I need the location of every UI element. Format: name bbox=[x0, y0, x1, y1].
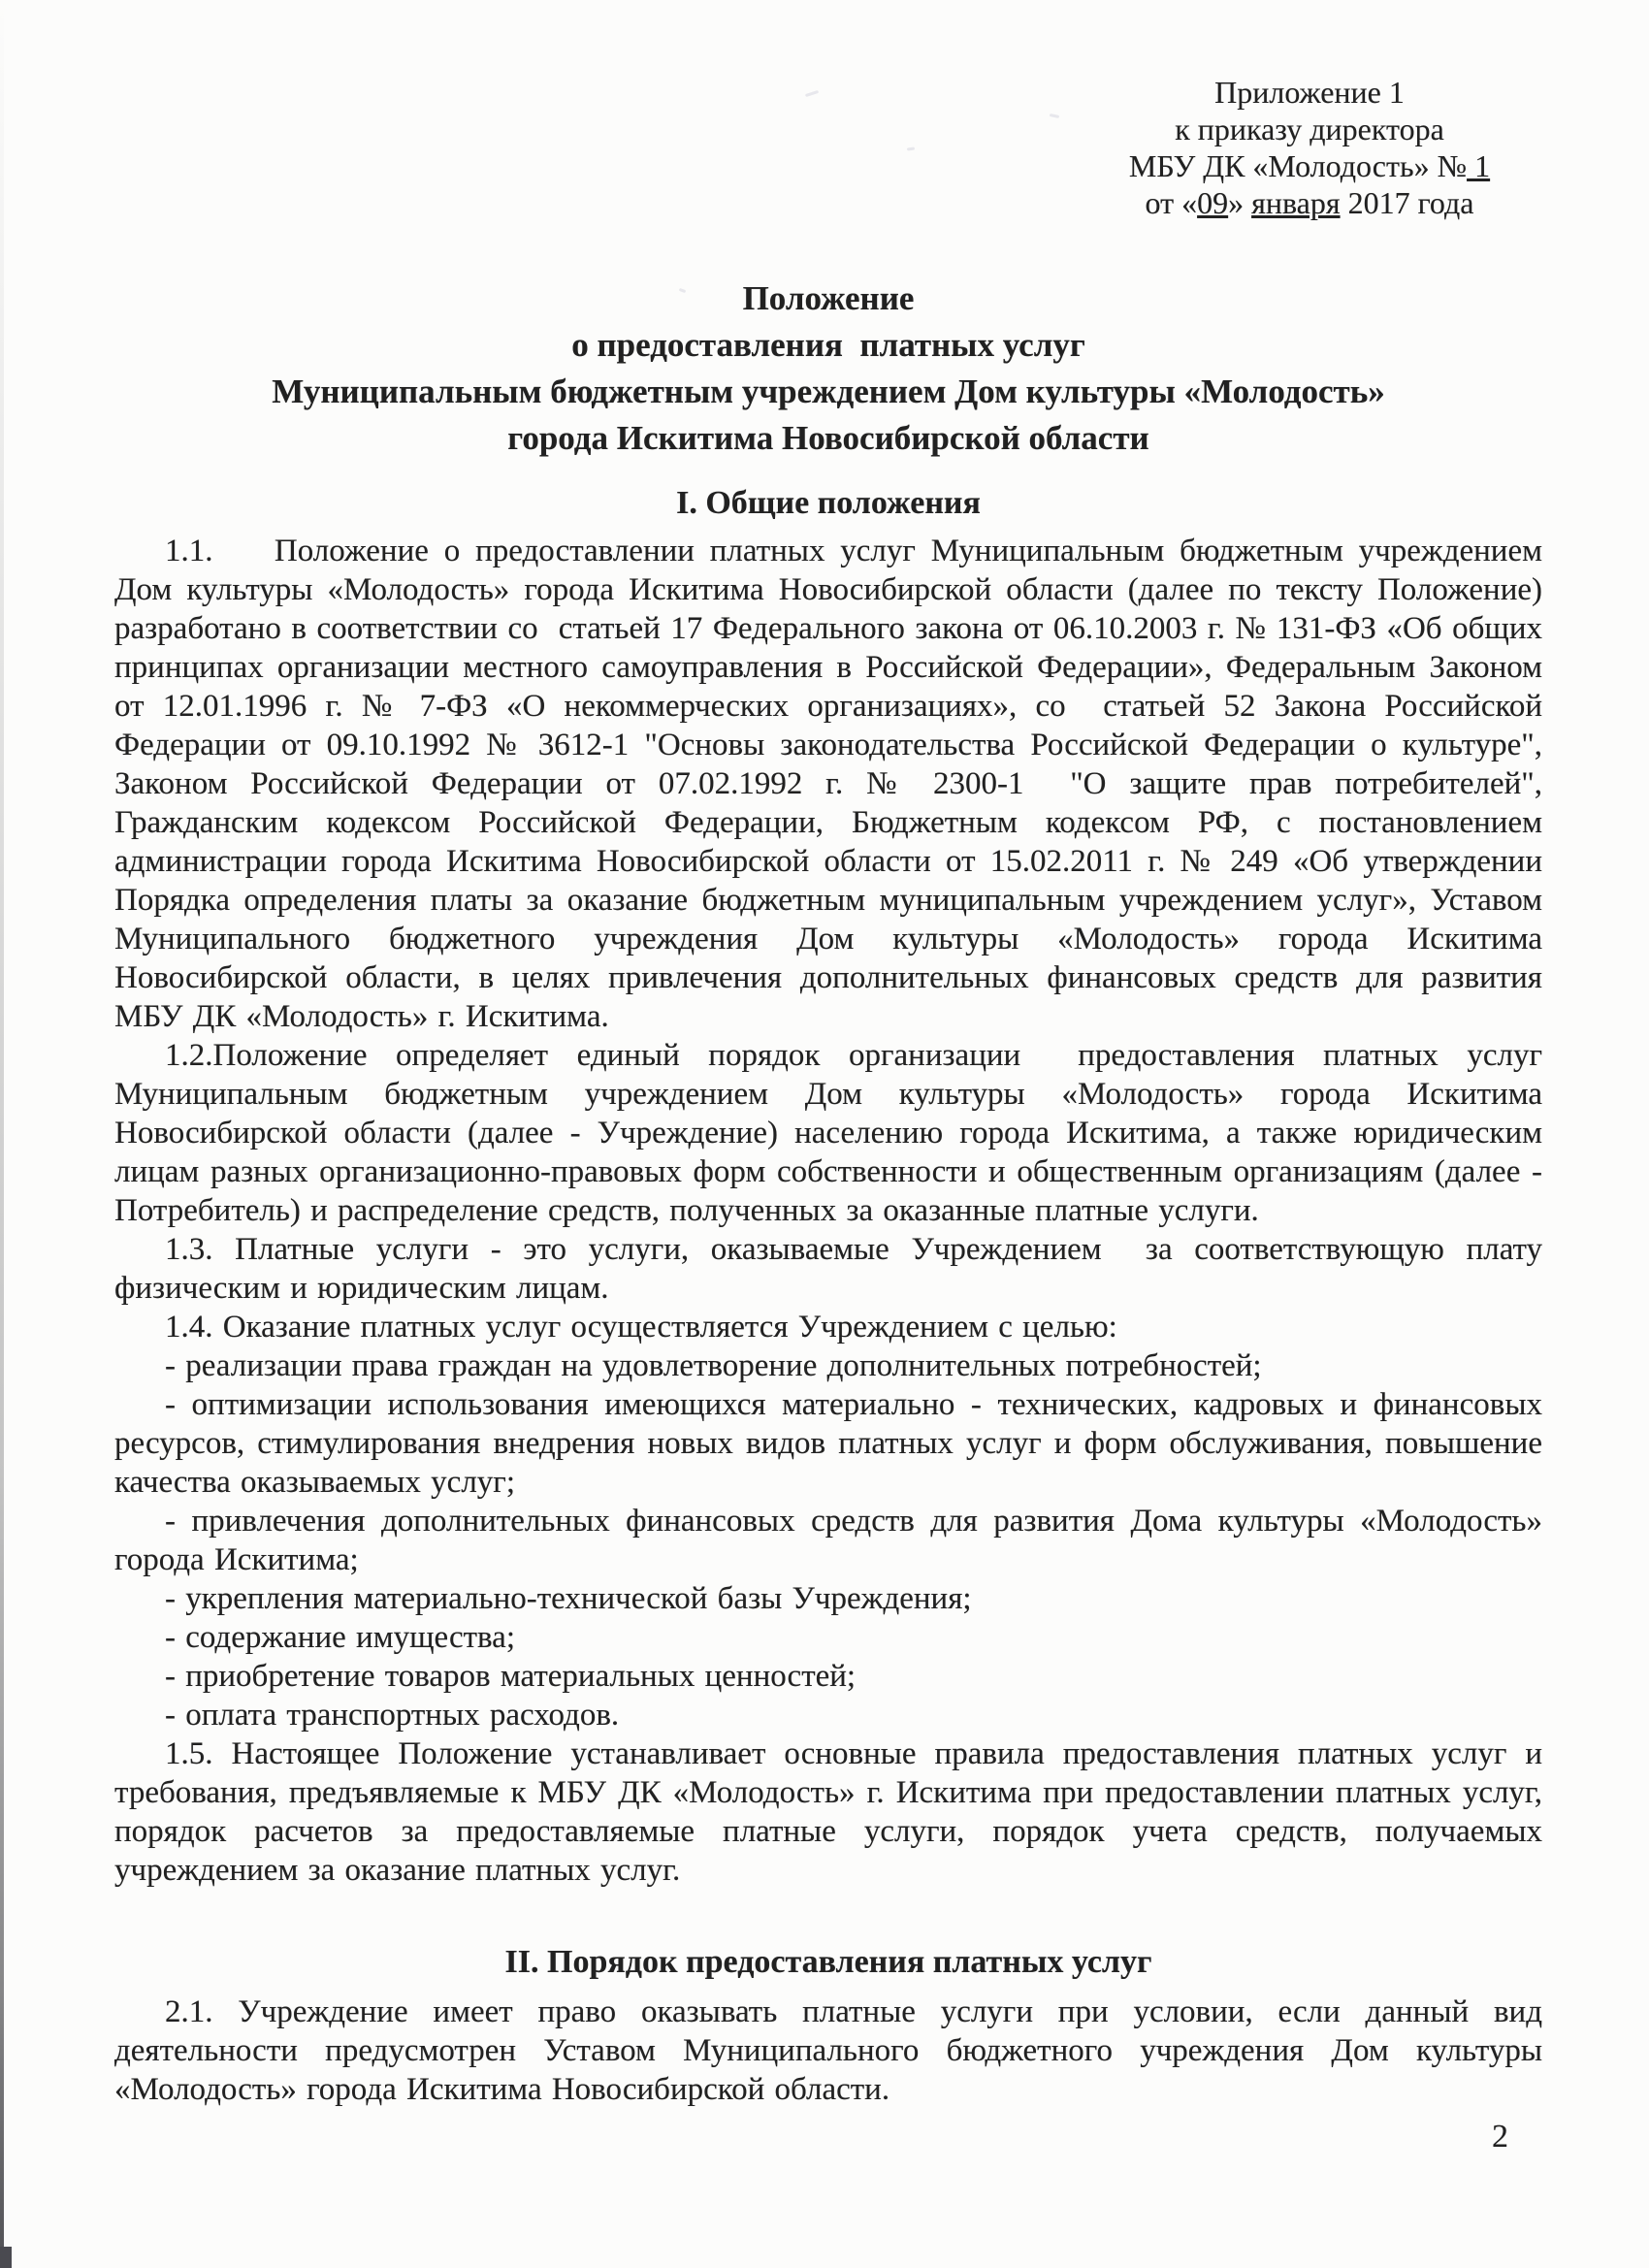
approval-note-line-4 bbox=[1077, 184, 1542, 221]
approval-date-day-underlined: 09 bbox=[1197, 185, 1229, 220]
list-item-goal-2: - оптимизации использования имеющихся материально - технических, кадровых и финансовых ресурсов, стимулирования внедрения новых видов платных услуг и форм обслуживания, повышение качества оказываемых услуг; bbox=[114, 1387, 1542, 1500]
approval-date-month-underlined: января bbox=[1251, 185, 1341, 220]
document-title-line-1: Положение bbox=[742, 279, 915, 317]
approval-date-prefix: от « bbox=[1145, 185, 1198, 220]
list-item-goal-1: - реализации права граждан на удовлетворение дополнительных потребностей; bbox=[165, 1348, 1262, 1383]
approval-note-line-2: к приказу директора bbox=[1175, 112, 1444, 146]
scan-edge-artifact bbox=[0, 0, 4, 2268]
paragraph-1-4: 1.4. Оказание платных услуг осуществляется Учреждением с целью: bbox=[165, 1310, 1117, 1345]
paragraph-2-1: 2.1. Учреждение имеет право оказывать платные услуги при условии, если данный вид деятельности предусмотрен Уставом Муниципального бюджетного учреждения Дом культуры «Молодость» города Искитима Новосибирской области. bbox=[114, 1994, 1542, 2107]
approval-note-line-1: Приложение 1 bbox=[1214, 75, 1405, 110]
list-item-goal-7: - оплата транспортных расходов. bbox=[165, 1698, 620, 1733]
paragraph-1-5: 1.5. Настоящее Положение устанавливает основные правила предоставления платных услуг и требования, предъявляемые к МБУ ДК «Молодость» г. Искитима при предоставлении платных услуг, порядок расчетов за предоставляемые платные услуги, порядок учета средств, получаемых учреждением за оказание платных услуг. bbox=[114, 1736, 1542, 1888]
paragraph-1-3: 1.3. Платные услуги - это услуги, оказываемые Учреждением за соответствующую плату физическим и юридическим лицам. bbox=[114, 1232, 1542, 1306]
approval-note-line-3 bbox=[1077, 147, 1542, 184]
document-title bbox=[114, 275, 1542, 462]
section-heading-general-provisions: I. Общие положения bbox=[676, 485, 981, 521]
document-title-line-2: о предоставления платных услуг bbox=[571, 326, 1085, 364]
order-number-underlined: 1 bbox=[1467, 148, 1491, 183]
list-item-goal-6: - приобретение товаров материальных ценностей; bbox=[165, 1659, 857, 1694]
scan-corner-mark bbox=[0, 2247, 12, 2268]
list-item-goal-5: - содержание имущества; bbox=[165, 1620, 515, 1655]
approval-note-line-3-text: МБУ ДК «Молодость» № bbox=[1128, 148, 1468, 183]
list-item-goal-3: - привлечения дополнительных финансовых средств для развития Дома культуры «Молодость» города Искитима; bbox=[114, 1504, 1542, 1577]
page-number: 2 bbox=[1492, 2119, 1508, 2155]
approval-date-year: 2017 года bbox=[1340, 185, 1474, 220]
approval-note bbox=[1077, 74, 1542, 221]
document-content bbox=[114, 0, 1542, 2109]
paragraph-1-1: 1.1. Положение о предоставлении платных услуг Муниципальным бюджетным учреждением Дом культуры «Молодость» города Искитима Новосибирской области (далее по тексту Положение) разработано в соответствии со статьей 17 Федерального закона от 06.10.2003 г. № 131-ФЗ «Об общих принципах организации местного самоуправления в Российской Федерации», Федеральным Законом от 12.01.1996 г. № 7-ФЗ «О некоммерческих организациях», со статьей 52 Закона Российской Федерации от 09.10.1992 № 3612-1 "Основы законодательства Российской Федерации о культуре", Законом Российской Федерации от 07.02.1992 г. № 2300-1 "О защите прав потребителей", Гражданским кодексом Российской Федерации, Бюджетным кодексом РФ, с постановлением администрации города Искитима Новосибирской области от 15.02.2011 г. № 249 «Об утверждении Порядка определения платы за оказание бюджетным муниципальным учреждением услуг», Уставом Муниципального бюджетного учреждения Дом культуры «Молодость» города Искитима Новосибирской области, в целях привлечения дополнительных финансовых средств для развития МБУ ДК «Молодость» г. Искитима. bbox=[114, 534, 1542, 1034]
document-title-line-4: города Искитима Новосибирской области bbox=[507, 419, 1149, 457]
approval-date-mid: » bbox=[1228, 185, 1252, 220]
document-title-line-3: Муниципальным бюджетным учреждением Дом культуры «Молодость» bbox=[272, 373, 1385, 410]
section-heading-service-procedure: II. Порядок предоставления платных услуг bbox=[504, 1944, 1152, 1980]
list-item-goal-4: - укрепления материально-технической базы Учреждения; bbox=[165, 1581, 972, 1616]
paragraph-1-2: 1.2.Положение определяет единый порядок организации предоставления платных услуг Муниципальным бюджетным учреждением Дом культуры «Молодость» города Искитима Новосибирской области (далее - Учреждение) населению города Искитима, а также юридическим лицам разных организационно-правовых форм собственности и общественным организациям (далее - Потребитель) и распределение средств, полученных за оказанные платные услуги. bbox=[114, 1038, 1542, 1228]
